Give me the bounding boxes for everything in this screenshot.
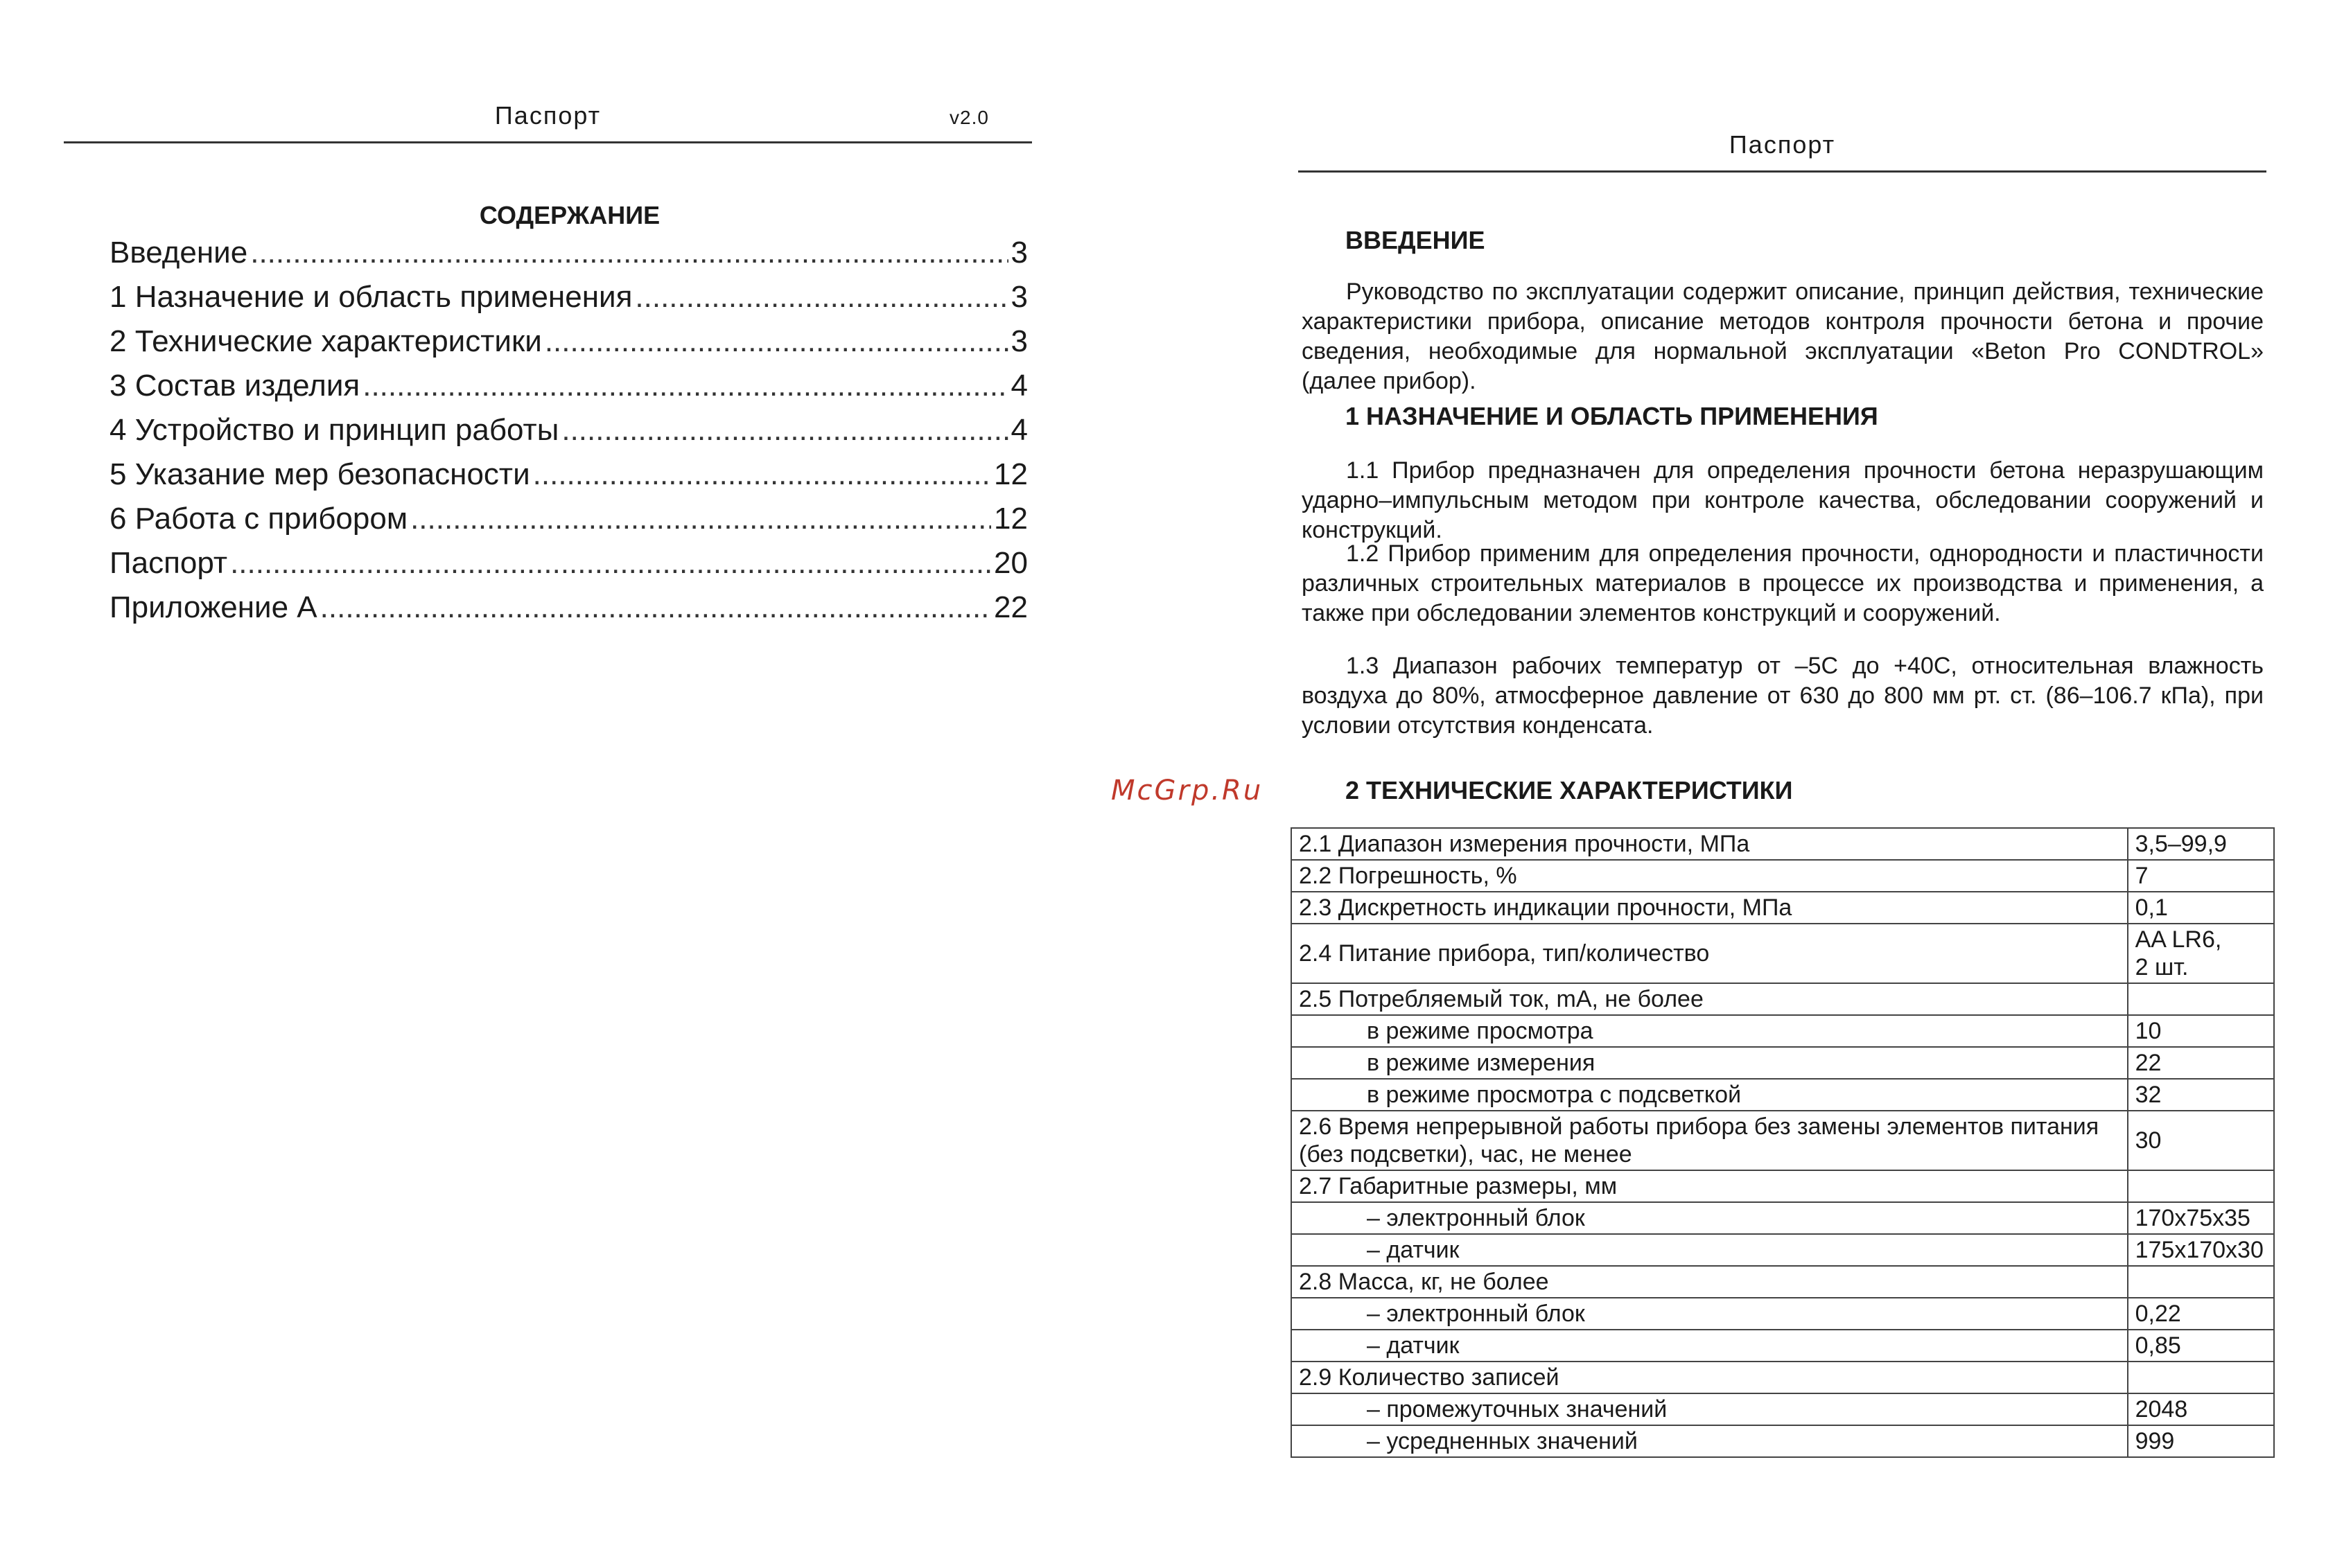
toc-entry-label: Паспорт [110, 546, 228, 580]
spec-label-cell: – промежуточных значений [1291, 1393, 2128, 1425]
table-row [1291, 1079, 2274, 1111]
watermark: McGrp.Ru [1111, 775, 1263, 807]
table-row [1291, 860, 2274, 892]
toc-entry-label: 6 Работа с прибором [110, 502, 408, 536]
toc-entry[interactable] [110, 502, 1028, 546]
toc-entry-label: 5 Указание мер безопасности [110, 457, 530, 491]
table-row [1291, 1362, 2274, 1393]
spec-value-cell: 3,5–99,9 [2128, 828, 2274, 860]
spec-value-cell [2128, 983, 2274, 1015]
spec-label-cell: – электронный блок [1291, 1202, 2128, 1234]
spec-value-cell: 2048 [2128, 1393, 2274, 1425]
table-of-contents [110, 236, 1028, 635]
spec-label-cell: – усредненных значений [1291, 1425, 2128, 1457]
spec-label-cell: – датчик [1291, 1330, 2128, 1362]
spec-value-cell [2128, 1362, 2274, 1393]
toc-entry-page: 4 [1011, 369, 1028, 403]
table-row [1291, 892, 2274, 924]
toc-entry[interactable] [110, 324, 1028, 369]
spec-label-cell: 2.5 Потребляемый ток, mA, не более [1291, 983, 2128, 1015]
spec-value-cell: 7 [2128, 860, 2274, 892]
spec-value-cell: 175х170х30 [2128, 1234, 2274, 1266]
left-header-title: Паспорт [494, 101, 602, 130]
spec-value-cell: 10 [2128, 1015, 2274, 1047]
spec-value-cell: 0,1 [2128, 892, 2274, 924]
toc-entry[interactable] [110, 546, 1028, 590]
document-version: v2.0 [950, 107, 989, 128]
table-row [1291, 1234, 2274, 1266]
spec-label-cell: 2.9 Количество записей [1291, 1362, 2128, 1393]
toc-entry-page: 20 [994, 546, 1028, 580]
spec-label-cell: 2.7 Габаритные размеры, мм [1291, 1170, 2128, 1202]
toc-entry-page: 12 [994, 502, 1028, 536]
table-row [1291, 1298, 2274, 1330]
toc-entry[interactable] [110, 590, 1028, 635]
table-row [1291, 1170, 2274, 1202]
table-row [1291, 1047, 2274, 1079]
toc-entry-label: 2 Технические характеристики [110, 324, 542, 358]
toc-leader-dots [545, 324, 1008, 359]
toc-leader-dots [320, 590, 991, 625]
table-row [1291, 983, 2274, 1015]
section1-heading: 1 НАЗНАЧЕНИЕ И ОБЛАСТЬ ПРИМЕНЕНИЯ [1345, 402, 1878, 430]
toc-entry-page: 3 [1011, 280, 1028, 314]
toc-entry-label: Введение [110, 236, 248, 270]
spec-value-cell [2128, 1170, 2274, 1202]
table-row [1291, 924, 2274, 983]
spec-label-cell: 2.3 Дискретность индикации прочности, МПа [1291, 892, 2128, 924]
table-row [1291, 1425, 2274, 1457]
toc-leader-dots [533, 457, 991, 492]
table-row [1291, 1330, 2274, 1362]
left-page-header [64, 97, 1032, 143]
spec-label-cell: 2.4 Питание прибора, тип/количество [1291, 924, 2128, 983]
right-page-header [1298, 125, 2266, 173]
spec-label-cell: 2.8 Масса, кг, не более [1291, 1266, 2128, 1298]
toc-leader-dots [250, 236, 1008, 270]
spec-value-cell [2128, 1266, 2274, 1298]
spec-value-cell: 0,85 [2128, 1330, 2274, 1362]
table-row [1291, 828, 2274, 860]
table-row [1291, 1015, 2274, 1047]
toc-entry[interactable] [110, 369, 1028, 413]
spec-value-cell: 999 [2128, 1425, 2274, 1457]
toc-entry-label: 4 Устройство и принцип работы [110, 413, 559, 447]
toc-entry-page: 12 [994, 457, 1028, 491]
spec-label-cell: 2.6 Время непрерывной работы прибора без замены элементов питания (без подсветки), час, не менее [1291, 1111, 2128, 1170]
toc-leader-dots [230, 546, 991, 581]
section2-heading: 2 ТЕХНИЧЕСКИЕ ХАРАКТЕРИСТИКИ [1345, 776, 1793, 804]
spec-label-cell: 2.2 Погрешность, % [1291, 860, 2128, 892]
toc-entry-label: 1 Назначение и область применения [110, 280, 633, 314]
spec-value-cell: AA LR6, 2 шт. [2128, 924, 2274, 983]
spec-value-cell: 0,22 [2128, 1298, 2274, 1330]
toc-title: СОДЕРЖАНИЕ [479, 201, 661, 229]
table-row [1291, 1393, 2274, 1425]
toc-leader-dots [635, 280, 1008, 315]
toc-entry-page: 22 [994, 590, 1028, 624]
spec-label-cell: в режиме измерения [1291, 1047, 2128, 1079]
toc-entry-label: Приложение А [110, 590, 317, 624]
spec-label-cell: в режиме просмотра с подсветкой [1291, 1079, 2128, 1111]
section1-paragraph-2: 1.2 Прибор применим для определения прочности, однородности и пластичности различных строительных материалов в процессе их производства и применения, а также при обследовании элементов конструкций и сооружений. [1302, 540, 2264, 626]
toc-entry[interactable] [110, 457, 1028, 502]
toc-entry[interactable] [110, 413, 1028, 457]
table-row [1291, 1266, 2274, 1298]
toc-entry[interactable] [110, 280, 1028, 324]
toc-entry[interactable] [110, 236, 1028, 280]
spec-label-cell: в режиме просмотра [1291, 1015, 2128, 1047]
spec-value-cell: 30 [2128, 1111, 2274, 1170]
spec-label-cell: – датчик [1291, 1234, 2128, 1266]
toc-leader-dots [362, 369, 1008, 403]
toc-entry-page: 3 [1011, 236, 1028, 270]
intro-paragraph: Руководство по эксплуатации содержит описание, принцип действия, технические характеристики прибора, описание методов контроля прочности бетона и прочие сведения, необходимые для нормальной эксплуатации «Beton Pro CONDTROL» (далее прибор). [1302, 279, 2264, 394]
toc-entry-label: 3 Состав изделия [110, 369, 360, 403]
section1-paragraph-1: 1.1 Прибор предназначен для определения прочности бетона неразрушающим ударно–импульсным методом при контроле качества, обследовании сооружений и конструкций. [1302, 457, 2264, 543]
spec-value-cell: 32 [2128, 1079, 2274, 1111]
right-header-title: Паспорт [1729, 130, 1836, 159]
spec-value-cell: 22 [2128, 1047, 2274, 1079]
section1-paragraph-3: 1.3 Диапазон рабочих температур от –5С до +40С, относительная влажность воздуха до 80%, атмосферное давление от 630 до 800 мм рт. ст. (86–106.7 кПа), при условии отсутствия конденсата. [1302, 653, 2264, 739]
spec-value-cell: 170х75х35 [2128, 1202, 2274, 1234]
toc-leader-dots [561, 413, 1008, 448]
toc-leader-dots [410, 502, 991, 536]
table-row [1291, 1111, 2274, 1170]
table-row [1291, 1202, 2274, 1234]
intro-heading: ВВЕДЕНИЕ [1345, 226, 1485, 254]
spec-label-cell: – электронный блок [1291, 1298, 2128, 1330]
specifications-table [1291, 827, 2275, 1458]
spec-label-cell: 2.1 Диапазон измерения прочности, МПа [1291, 828, 2128, 860]
toc-entry-page: 3 [1011, 324, 1028, 358]
toc-entry-page: 4 [1011, 413, 1028, 447]
